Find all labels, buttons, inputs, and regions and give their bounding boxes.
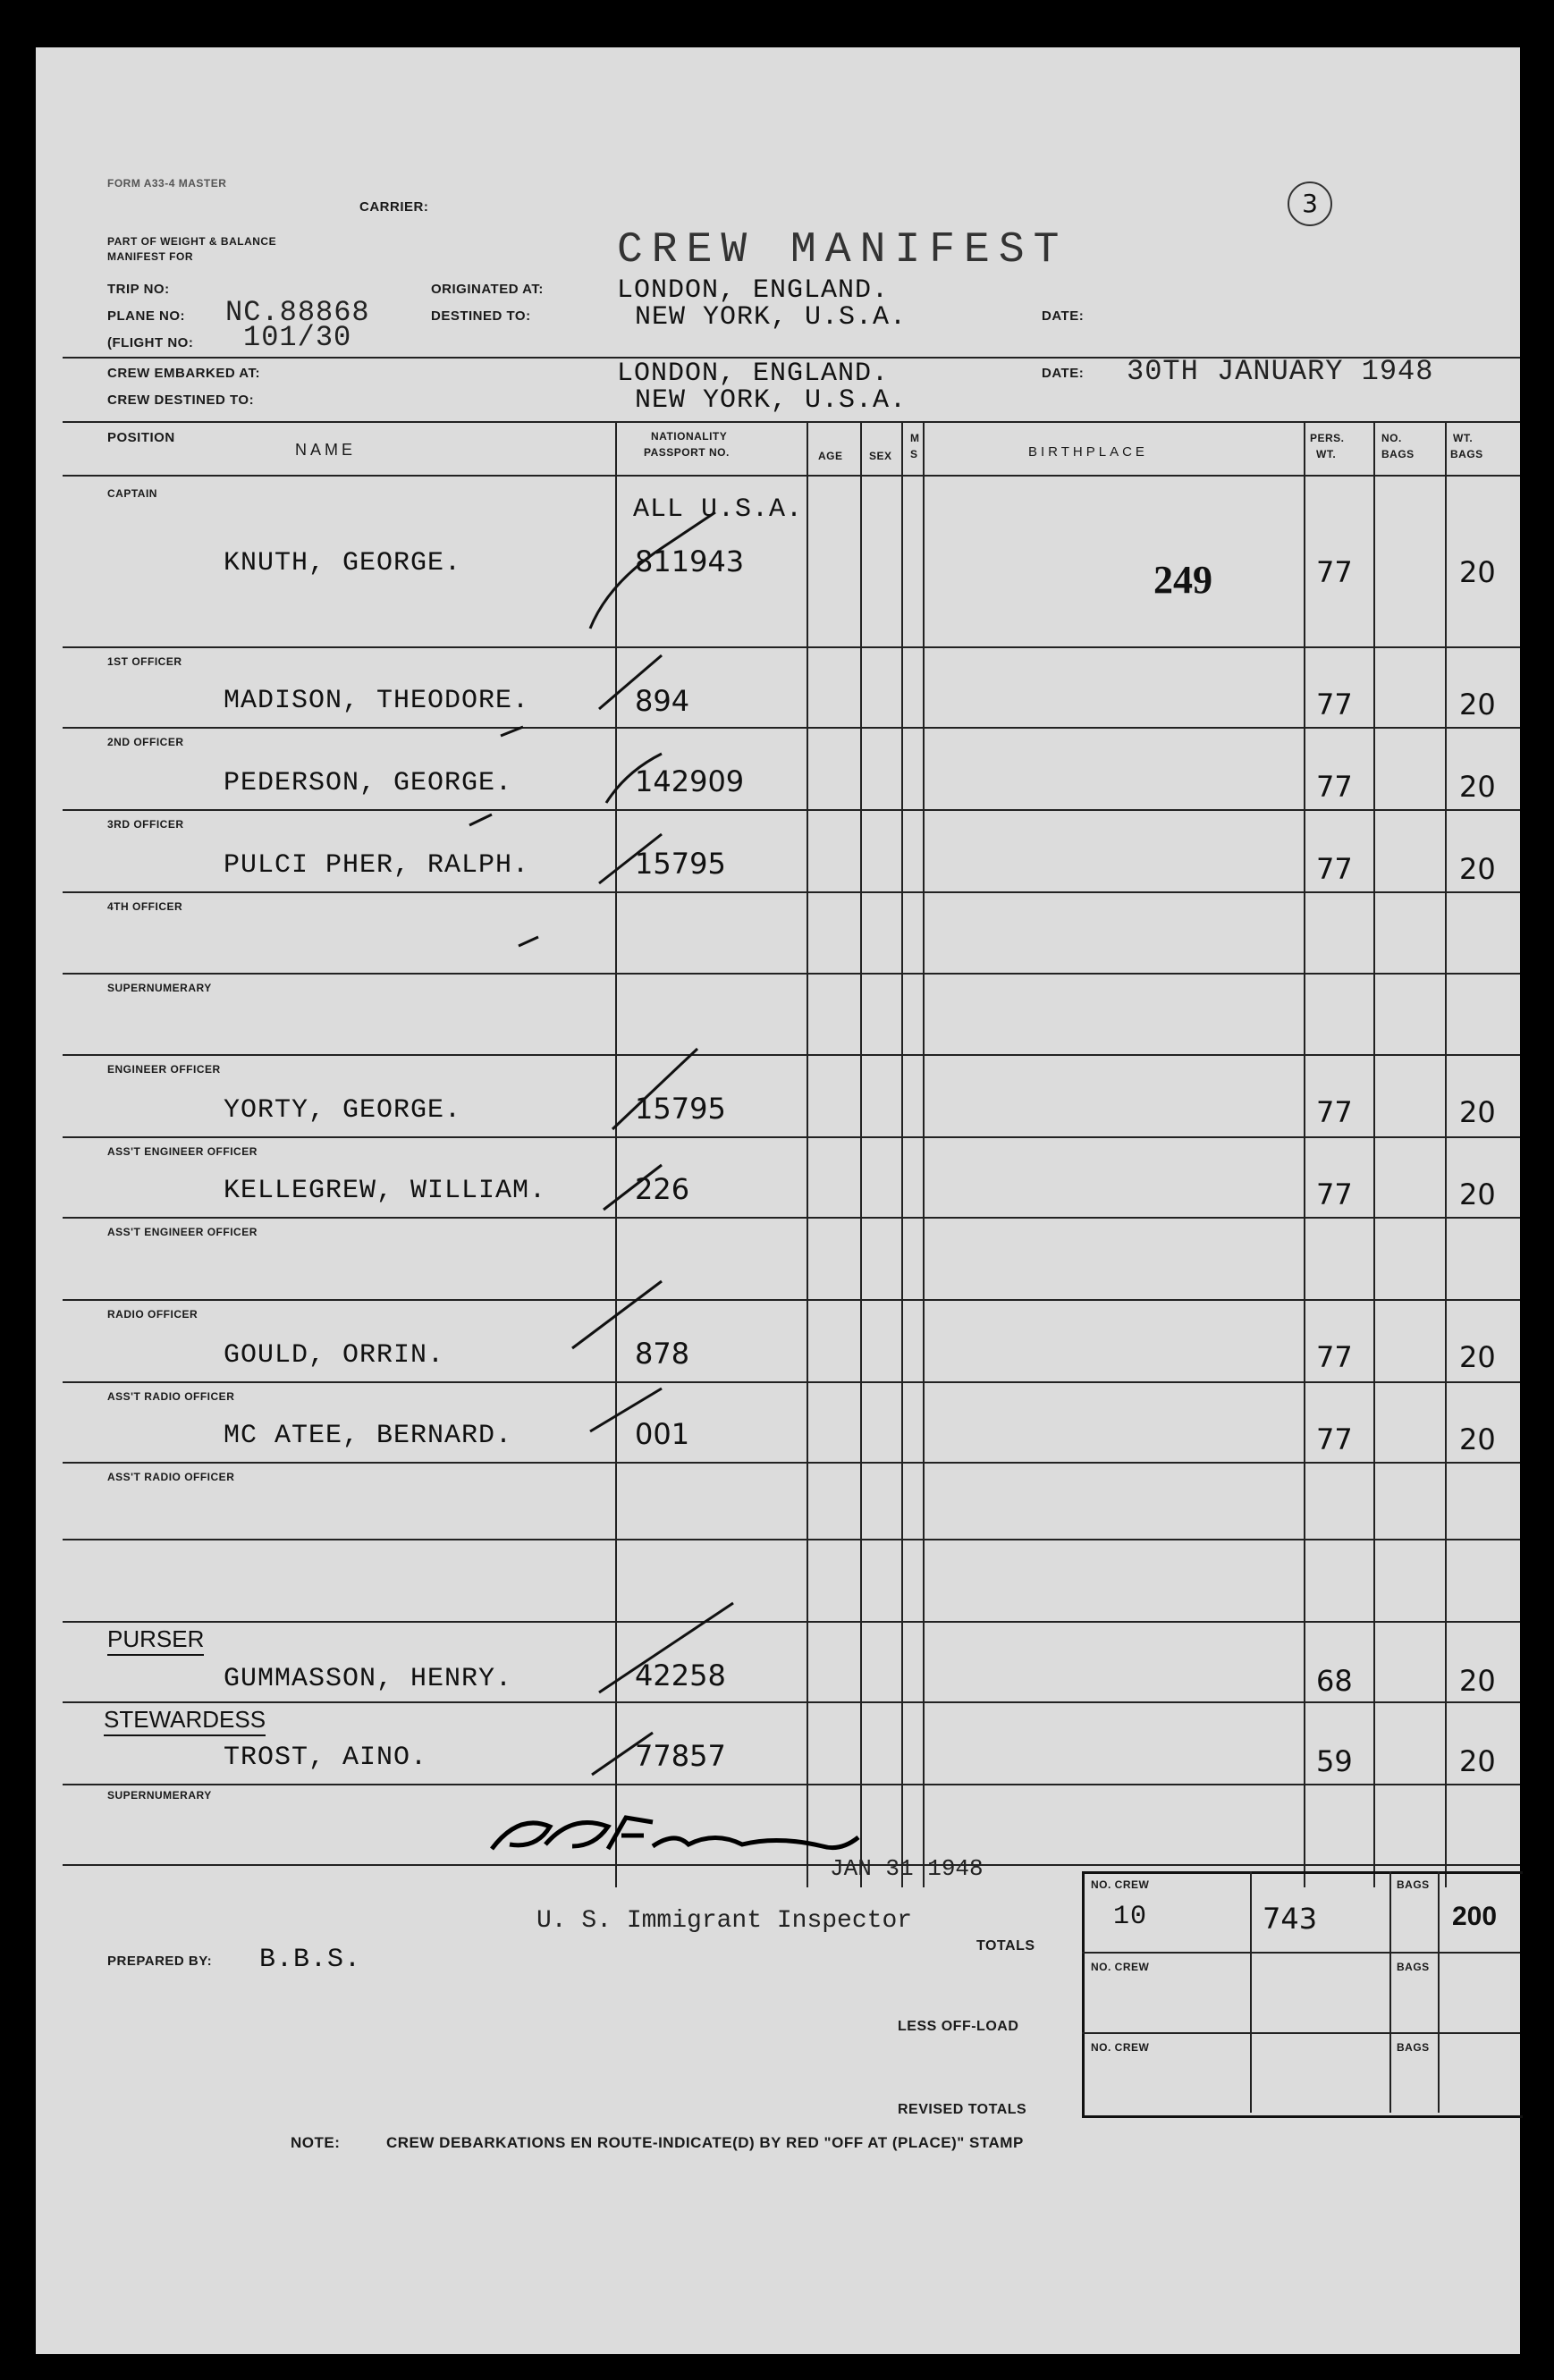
position-third-officer: 3RD OFFICER <box>107 818 184 831</box>
crew-wt-bags: 20 <box>1459 1177 1496 1211</box>
position-supernumerary: SUPERNUMERARY <box>107 982 212 994</box>
less-offload-label: LESS OFF-LOAD <box>898 2019 1019 2034</box>
originated-value: LONDON, ENGLAND. <box>617 275 890 306</box>
crew-pers-wt: 77 <box>1316 688 1353 722</box>
crew-passport: 001 <box>635 1417 690 1451</box>
manifest-sheet <box>36 47 1520 2354</box>
col-pers-wt-1: PERS. <box>1310 432 1345 444</box>
crew-pers-wt: 77 <box>1316 1177 1353 1211</box>
date-label-2: DATE: <box>1042 366 1085 381</box>
crew-passport: 878 <box>635 1337 690 1371</box>
position-asst-engineer-2: ASS'T ENGINEER OFFICER <box>107 1226 258 1238</box>
destined-label: DESTINED TO: <box>431 308 531 324</box>
crew-passport: 142909 <box>635 764 745 798</box>
crew-wt-bags: 20 <box>1459 1744 1496 1778</box>
position-captain: CAPTAIN <box>107 487 157 500</box>
originated-label: ORIGINATED AT: <box>431 282 544 297</box>
position-purser: PURSER <box>107 1625 204 1653</box>
crew-wt-bags: 20 <box>1459 688 1496 722</box>
no-crew-label: NO. CREW <box>1091 1961 1150 1973</box>
position-supernumerary-2: SUPERNUMERARY <box>107 1789 212 1802</box>
col-position: POSITION <box>107 430 175 445</box>
crew-name: PULCI PHER, RALPH. <box>224 850 530 881</box>
col-nationality: NATIONALITY <box>651 430 728 443</box>
position-engineer-officer: ENGINEER OFFICER <box>107 1063 221 1076</box>
note-text: CREW DEBARKATIONS EN ROUTE-INDICATE(D) BY RED "OFF AT (PLACE)" STAMP <box>386 2134 1024 2151</box>
page-title: CREW MANIFEST <box>617 226 1068 274</box>
crew-name: PEDERSON, GEORGE. <box>224 768 513 798</box>
position-asst-radio-2: ASS'T RADIO OFFICER <box>107 1471 235 1483</box>
position-stewardess: STEWARDESS <box>104 1706 266 1734</box>
no-crew-label: NO. CREW <box>1091 2041 1150 2054</box>
position-second-officer: 2ND OFFICER <box>107 736 184 748</box>
col-sex: SEX <box>869 450 892 462</box>
prepared-value: B.B.S. <box>259 1945 362 1975</box>
col-wt-bags-1: WT. <box>1453 432 1474 444</box>
position-asst-radio: ASS'T RADIO OFFICER <box>107 1390 235 1403</box>
crew-name: GOULD, ORRIN. <box>224 1340 445 1371</box>
crew-passport: 77857 <box>635 1739 726 1773</box>
date-value: 30TH JANUARY 1948 <box>1127 355 1434 388</box>
signature <box>492 1818 858 1849</box>
part-of-label: PART OF WEIGHT & BALANCE <box>107 235 277 248</box>
col-passport: PASSPORT NO. <box>644 446 730 459</box>
crew-name: KNUTH, GEORGE. <box>224 548 462 578</box>
col-name: NAME <box>295 441 357 459</box>
crew-embarked-value: LONDON, ENGLAND. <box>617 359 890 389</box>
crew-pers-wt: 77 <box>1316 770 1353 804</box>
crew-name: YORTY, GEORGE. <box>224 1095 462 1126</box>
bags-label: BAGS <box>1397 1878 1430 1891</box>
destined-value: NEW YORK, U.S.A. <box>635 302 908 333</box>
flight-number: 101/30 <box>243 321 352 354</box>
manifest-for-label: MANIFEST FOR <box>107 250 193 263</box>
crew-pers-wt: 77 <box>1316 1340 1353 1374</box>
plane-label: PLANE NO: <box>107 308 185 324</box>
col-ms-1: M <box>910 432 920 444</box>
crew-pers-wt: 68 <box>1316 1664 1353 1698</box>
crew-passport: 15795 <box>635 1092 726 1126</box>
crew-wt-bags: 20 <box>1459 770 1496 804</box>
crew-pers-wt: 77 <box>1316 1422 1353 1456</box>
crew-name: GUMMASSON, HENRY. <box>224 1664 513 1694</box>
crew-wt-bags: 20 <box>1459 555 1496 589</box>
flight-label: (FLIGHT NO: <box>107 335 194 350</box>
plane-number: NC.88868 <box>225 296 370 329</box>
col-birthplace: BIRTHPLACE <box>1028 444 1148 460</box>
crew-passport: 226 <box>635 1172 690 1206</box>
totals-label: TOTALS <box>976 1938 1035 1954</box>
bags-label: BAGS <box>1397 2041 1430 2054</box>
position-radio-officer: RADIO OFFICER <box>107 1308 198 1321</box>
col-wt-bags-2: BAGS <box>1450 448 1483 460</box>
position-asst-engineer: ASS'T ENGINEER OFFICER <box>107 1145 258 1158</box>
crew-pers-wt: 77 <box>1316 555 1353 589</box>
date-label: DATE: <box>1042 308 1085 324</box>
nationality-all: ALL U.S.A. <box>633 494 804 525</box>
form-number: FORM A33-4 MASTER <box>107 177 227 190</box>
bags-label: BAGS <box>1397 1961 1430 1973</box>
crew-name: MC ATEE, BERNARD. <box>224 1421 513 1451</box>
crew-passport: 42258 <box>635 1658 726 1692</box>
col-ms-2: S <box>910 448 918 460</box>
crew-destined-label: CREW DESTINED TO: <box>107 392 255 408</box>
col-no-bags-1: NO. <box>1381 432 1402 444</box>
no-crew-label: NO. CREW <box>1091 1878 1150 1891</box>
note-label: NOTE: <box>291 2134 341 2151</box>
crew-wt-bags: 20 <box>1459 1095 1496 1129</box>
crew-wt-bags: 20 <box>1459 1422 1496 1456</box>
prepared-label: PREPARED BY: <box>107 1954 213 1969</box>
revised-totals-label: REVISED TOTALS <box>898 2102 1027 2117</box>
crew-embarked-label: CREW EMBARKED AT: <box>107 366 260 381</box>
crew-name: TROST, AINO. <box>224 1743 428 1773</box>
position-first-officer: 1ST OFFICER <box>107 655 182 668</box>
birthplace-note: 249 <box>1153 558 1212 602</box>
crew-passport: 15795 <box>635 847 726 881</box>
crew-name: MADISON, THEODORE. <box>224 686 530 716</box>
crew-pers-wt: 77 <box>1316 852 1353 886</box>
col-pers-wt-2: WT. <box>1316 448 1337 460</box>
inspector-stamp: U. S. Immigrant Inspector <box>536 1907 913 1935</box>
crew-passport: 811943 <box>635 544 745 578</box>
col-no-bags-2: BAGS <box>1381 448 1415 460</box>
crew-name: KELLEGREW, WILLIAM. <box>224 1176 547 1206</box>
crew-wt-bags: 20 <box>1459 852 1496 886</box>
total-bags: 200 <box>1452 1902 1498 1931</box>
col-age: AGE <box>818 450 843 462</box>
crew-pers-wt: 59 <box>1316 1744 1353 1778</box>
total-weight: 743 <box>1263 1902 1318 1936</box>
crew-pers-wt: 77 <box>1316 1095 1353 1129</box>
total-crew: 10 <box>1113 1902 1148 1932</box>
crew-wt-bags: 20 <box>1459 1664 1496 1698</box>
received-date-stamp: JAN 31 1948 <box>830 1855 984 1882</box>
crew-wt-bags: 20 <box>1459 1340 1496 1374</box>
carrier-label: CARRIER: <box>359 199 429 215</box>
position-fourth-officer: 4TH OFFICER <box>107 900 183 913</box>
crew-destined-value: NEW YORK, U.S.A. <box>635 385 908 416</box>
page-marker: 3 <box>1288 181 1332 226</box>
crew-passport: 894 <box>635 684 690 718</box>
trip-label: TRIP NO: <box>107 282 170 297</box>
